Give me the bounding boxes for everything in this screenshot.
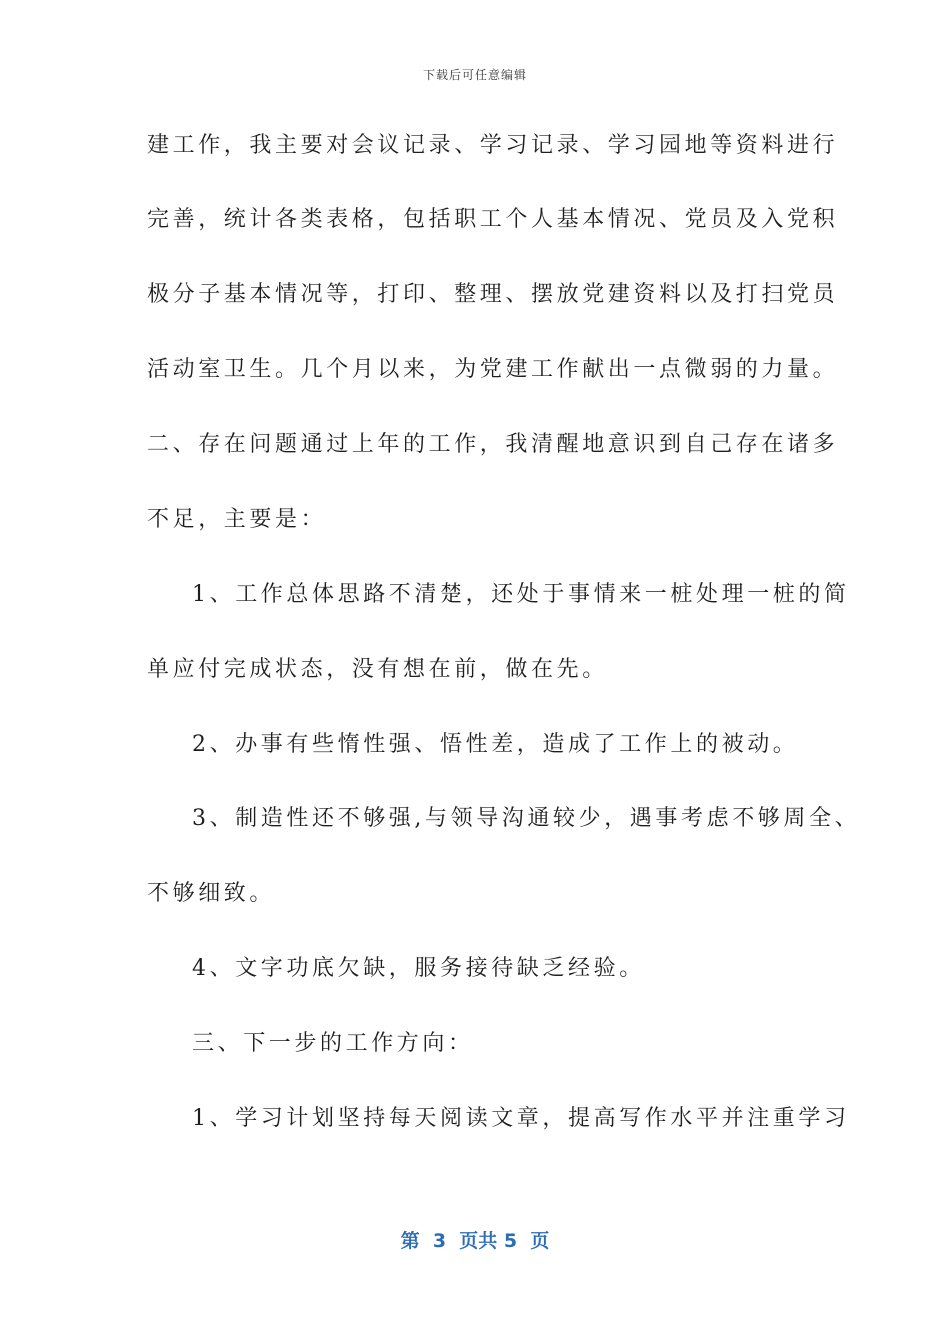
paragraph-line: 完善，统计各类表格，包括职工个人基本情况、党员及入党积 (147, 207, 839, 232)
paragraph-line: 活动室卫生。几个月以来，为党建工作献出一点微弱的力量。 (147, 357, 839, 382)
section-heading-line: 二、存在问题通过上年的工作，我清醒地意识到自己存在诸多 (147, 432, 839, 457)
page-number-footer: 第 3 页共 5 页 (400, 1230, 550, 1252)
list-item: 2、办事有些惰性强、悟性差，造成了工作上的被动。 (192, 732, 799, 757)
list-item: 1、学习计划坚持每天阅读文章，提高写作水平并注重学习 (192, 1106, 850, 1131)
list-item: 3、制造性还不够强,与领导沟通较少，遇事考虑不够周全、 (192, 806, 861, 831)
paragraph-line: 单应付完成状态，没有想在前，做在先。 (147, 657, 608, 682)
paragraph-line: 极分子基本情况等，打印、整理、摆放党建资料以及打扫党员 (147, 282, 839, 307)
list-item: 4、文字功底欠缺，服务接待缺乏经验。 (192, 956, 645, 981)
paragraph-line: 不够细致。 (147, 881, 276, 906)
page-header: 下载后可任意编辑 (422, 68, 527, 82)
section-heading-line: 三、下一步的工作方向： (192, 1031, 474, 1056)
paragraph-line: 建工作，我主要对会议记录、学习记录、学习园地等资料进行 (147, 133, 839, 158)
paragraph-line: 不足，主要是： (147, 507, 327, 532)
list-item: 1、工作总体思路不清楚，还处于事情来一桩处理一桩的简 (192, 582, 850, 607)
